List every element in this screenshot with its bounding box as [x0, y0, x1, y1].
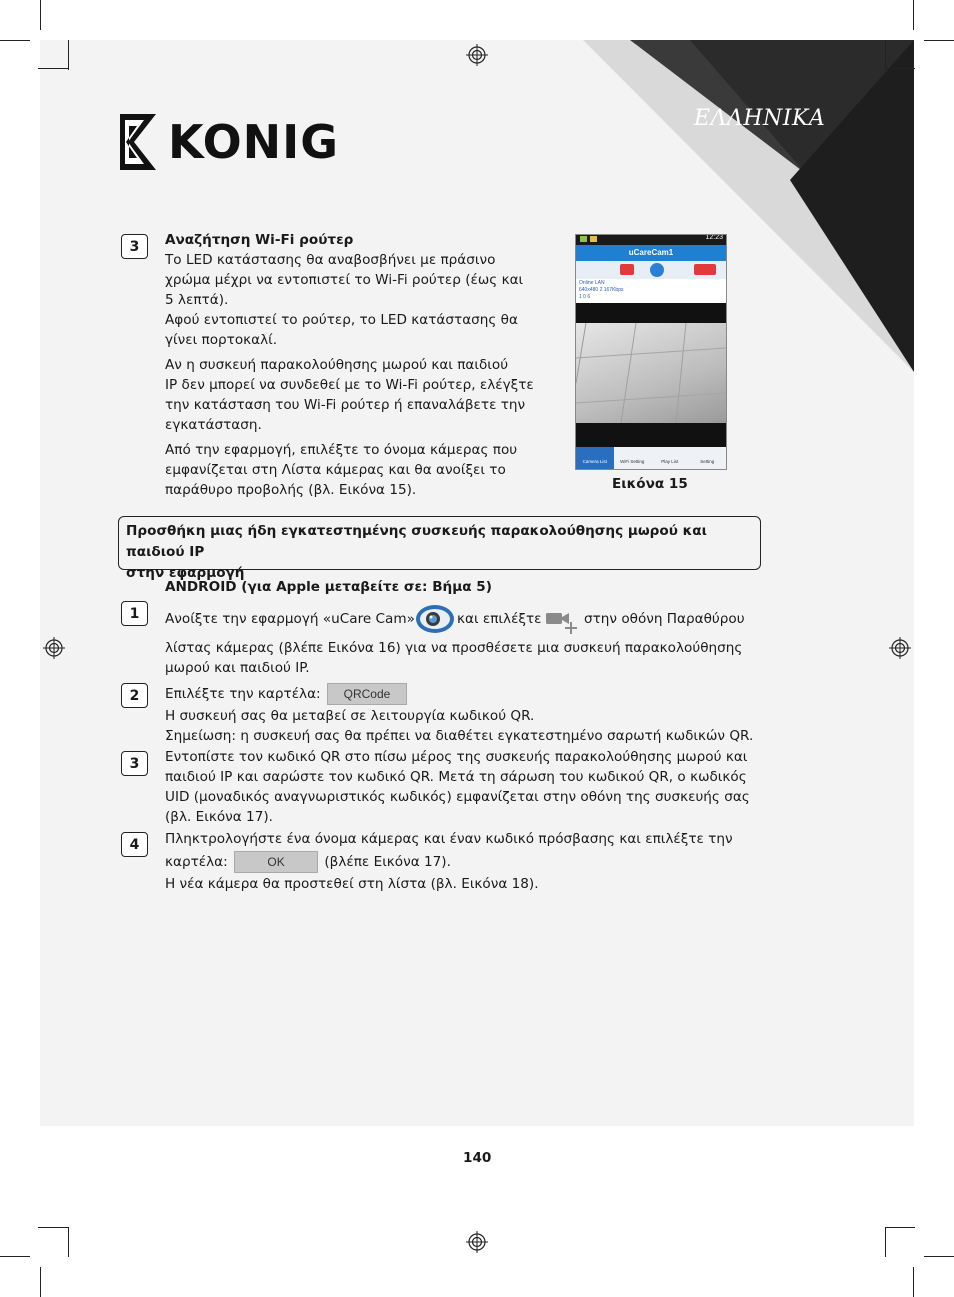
step3-paragraph-3	[165, 440, 545, 500]
step-number-badge: 1	[121, 601, 148, 626]
text-line: (βλ. Εικόνα 17).	[165, 809, 273, 825]
step3-paragraph-1	[165, 250, 545, 350]
crop-mark	[40, 0, 41, 30]
text-line: εγκατάσταση.	[165, 417, 262, 433]
tab-setting[interactable]: Setting	[700, 459, 715, 464]
mute-icon[interactable]	[650, 263, 664, 277]
step1-line1	[165, 603, 765, 635]
add-camera-icon	[545, 609, 581, 637]
snapshot-icon[interactable]	[620, 264, 634, 275]
step-number-badge: 2	[121, 683, 148, 708]
crop-mark	[913, 1267, 914, 1297]
step2-line1	[165, 683, 765, 705]
qrcode-tab-button: QRCode	[327, 683, 407, 705]
text-line: Εντοπίστε τον κωδικό QR στο πίσω μέρος της συσκευής παρακολούθησης μωρού και	[165, 749, 748, 765]
app-tab-bar	[576, 447, 726, 469]
step3-paragraph-2	[165, 355, 545, 435]
step2-lines	[165, 706, 785, 746]
text-line: παιδιού IP και σαρώστε τον κωδικό QR. Μετά τη σάρωση του κωδικού QR, ο κωδικός	[165, 769, 747, 785]
crop-mark	[913, 0, 914, 30]
camera-video-feed	[576, 323, 726, 423]
app-title-bar: uCareCam1	[576, 245, 726, 261]
text-segment: Ανοίξτε την εφαρμογή «uCare Cam»	[165, 611, 415, 627]
section-title-line: στην εφαρμογή	[126, 565, 245, 581]
text-line: Αν η συσκευή παρακολούθησης μωρού και παιδιού	[165, 357, 509, 373]
stream-status	[579, 280, 725, 301]
figure-caption: Εικόνα 15	[612, 476, 688, 492]
step-number-badge: 3	[121, 234, 148, 259]
floor-tiles	[576, 323, 726, 423]
text-line: λίστας κάμερας (βλέπε Εικόνα 16) για να προσθέσετε μια συσκευή παρακολούθησης	[165, 640, 743, 656]
section-title	[126, 521, 756, 584]
konig-k-logo-icon	[118, 112, 160, 172]
brand-name: KONIG	[168, 115, 340, 169]
status-line: 640x480 2 167Kbps	[579, 287, 624, 293]
text-line: μωρού και παιδιού IP.	[165, 660, 310, 676]
notification-icon	[590, 236, 597, 242]
text-line: την κατάσταση του Wi-Fi ρούτερ ή επαναλάβετε την	[165, 397, 526, 413]
text-line: IP δεν μπορεί να συνδεθεί με το Wi-Fi ρούτερ, ελέγξτε	[165, 377, 534, 393]
ucare-cam-app-icon	[414, 603, 456, 635]
step3-title: Αναζήτηση Wi-Fi ρούτερ	[165, 232, 354, 248]
status-line: Online LAN	[579, 280, 605, 286]
text-line: Σημείωση: η συσκευή σας θα πρέπει να διαθέτει εγκατεστημένο σαρωτή κωδικών QR.	[165, 728, 754, 744]
page-number: 140	[463, 1150, 492, 1166]
step4-line1: Πληκτρολογήστε ένα όνομα κάμερας και έναν κωδικό πρόσβασης και επιλέξτε την	[165, 831, 733, 847]
crop-mark	[38, 1227, 68, 1228]
step4-line3: Η νέα κάμερα θα προστεθεί στη λίστα (βλ. Εικόνα 18).	[165, 876, 539, 892]
crop-mark	[0, 40, 30, 41]
crop-mark	[38, 68, 68, 69]
disconnect-icon[interactable]	[694, 264, 716, 275]
text-segment: καρτέλα:	[165, 854, 228, 870]
crop-mark	[40, 1267, 41, 1297]
notification-icon	[580, 236, 587, 242]
figure-15-screenshot	[575, 234, 727, 470]
text-segment: Επιλέξτε την καρτέλα:	[165, 686, 321, 702]
konig-logo	[118, 112, 348, 172]
crop-mark	[924, 40, 954, 41]
tab-play-list[interactable]: Play List	[661, 459, 679, 464]
crop-mark	[0, 1256, 30, 1257]
text-segment: και επιλέξτε	[457, 611, 542, 627]
video-letterbox-top	[576, 303, 726, 323]
step3-bottom-lines	[165, 747, 785, 827]
registration-mark-icon	[466, 1231, 488, 1253]
text-line: εμφανίζεται στη Λίστα κάμερας και θα ανοίξει το	[165, 462, 506, 478]
phone-clock: 12:23	[705, 234, 723, 241]
step1-lines	[165, 638, 765, 678]
text-segment: στην οθόνη Παραθύρου	[584, 611, 745, 627]
ok-tab-button: OK	[234, 851, 318, 873]
text-line: Το LED κατάστασης θα αναβοσβήνει με πράσινο	[165, 252, 496, 268]
section-title-line: Προσθήκη μιας ήδη εγκατεστημένης συσκευής παρακολούθησης μωρού και παιδιού IP	[126, 523, 707, 560]
crop-mark	[924, 1256, 954, 1257]
step-number-badge: 4	[121, 832, 148, 857]
step3-content	[165, 230, 545, 500]
step-number-badge: 3	[121, 751, 148, 776]
text-line: UID (μοναδικός αναγνωριστικός κωδικός) εμφανίζεται στην οθόνη της συσκευής σας	[165, 789, 750, 805]
video-letterbox-bottom	[576, 423, 726, 447]
text-line: Αφού εντοπιστεί το ρούτερ, το LED κατάστασης θα	[165, 312, 518, 328]
status-line: 1 0 6	[579, 294, 591, 300]
text-segment: (βλέπε Εικόνα 17).	[324, 854, 451, 870]
tab-camera-list[interactable]: Camera List	[576, 447, 614, 469]
crop-mark	[68, 1227, 69, 1257]
registration-mark-icon	[889, 637, 911, 659]
crop-mark	[885, 1227, 915, 1228]
crop-mark	[885, 68, 915, 69]
app-toolbar	[576, 261, 726, 279]
android-heading: ANDROID (για Apple μεταβείτε σε: Βήμα 5)	[165, 579, 492, 595]
crop-mark	[885, 1227, 886, 1257]
text-line: Η συσκευή σας θα μεταβεί σε λειτουργία κωδικού QR.	[165, 708, 535, 724]
crop-mark	[68, 40, 69, 70]
text-line: γίνει πορτοκαλί.	[165, 332, 278, 348]
registration-mark-icon	[43, 637, 65, 659]
tab-wifi-setting[interactable]: WiFi Setting	[620, 459, 645, 464]
text-line: 5 λεπτά).	[165, 292, 229, 308]
language-label: ΕΛΛΗΝΙΚΑ	[694, 106, 826, 131]
registration-mark-icon	[466, 44, 488, 66]
text-line: Από την εφαρμογή, επιλέξτε το όνομα κάμερας που	[165, 442, 518, 458]
crop-mark	[885, 40, 886, 70]
step4-line2	[165, 851, 785, 873]
text-line: χρώμα μέχρι να εντοπιστεί το Wi-Fi ρούτερ (έως και	[165, 272, 524, 288]
phone-status-bar	[576, 235, 726, 245]
text-line: παράθυρο προβολής (βλ. Εικόνα 15).	[165, 482, 417, 498]
